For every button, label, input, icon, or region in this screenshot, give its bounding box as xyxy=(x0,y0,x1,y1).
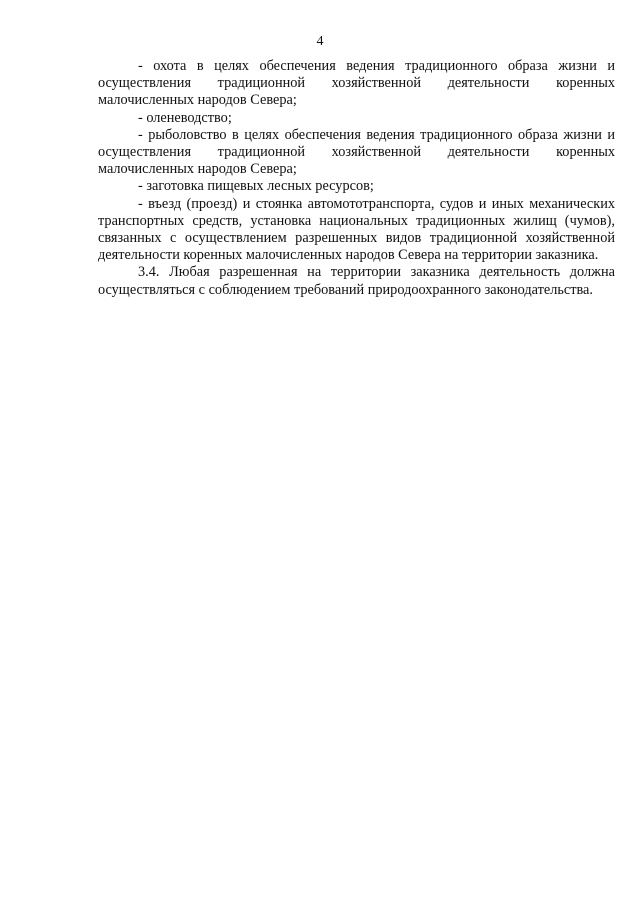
paragraph-section-3-4: 3.4. Любая разрешенная на территории заказника деятельность должна осуществляться с соблюдением требований природоохранного законодательства. xyxy=(98,264,615,298)
page-number: 4 xyxy=(316,34,324,49)
paragraph-food-resources: - заготовка пищевых лесных ресурсов; xyxy=(138,178,374,195)
document-body xyxy=(98,58,615,299)
paragraph-vehicle-entry: - въезд (проезд) и стоянка автомототранспорта, судов и иных механических транспортных средств, установка национальных традиционных жилищ (чумов), связанных с осуществлением разрешенных видов традиционной хозяйственной деятельности коренных малочисленных народов Севера на территории заказника. xyxy=(98,195,615,264)
paragraph-hunting: - охота в целях обеспечения ведения традиционного образа жизни и осуществления традиционной хозяйственной деятельности коренных малочисленных народов Севера; xyxy=(98,58,615,109)
paragraph-fishing: - рыболовство в целях обеспечения ведения традиционного образа жизни и осуществления традиционной хозяйственной деятельности коренных малочисленных народов Севера; xyxy=(98,126,615,178)
paragraph-reindeer-herding: - оленеводство; xyxy=(138,109,232,126)
